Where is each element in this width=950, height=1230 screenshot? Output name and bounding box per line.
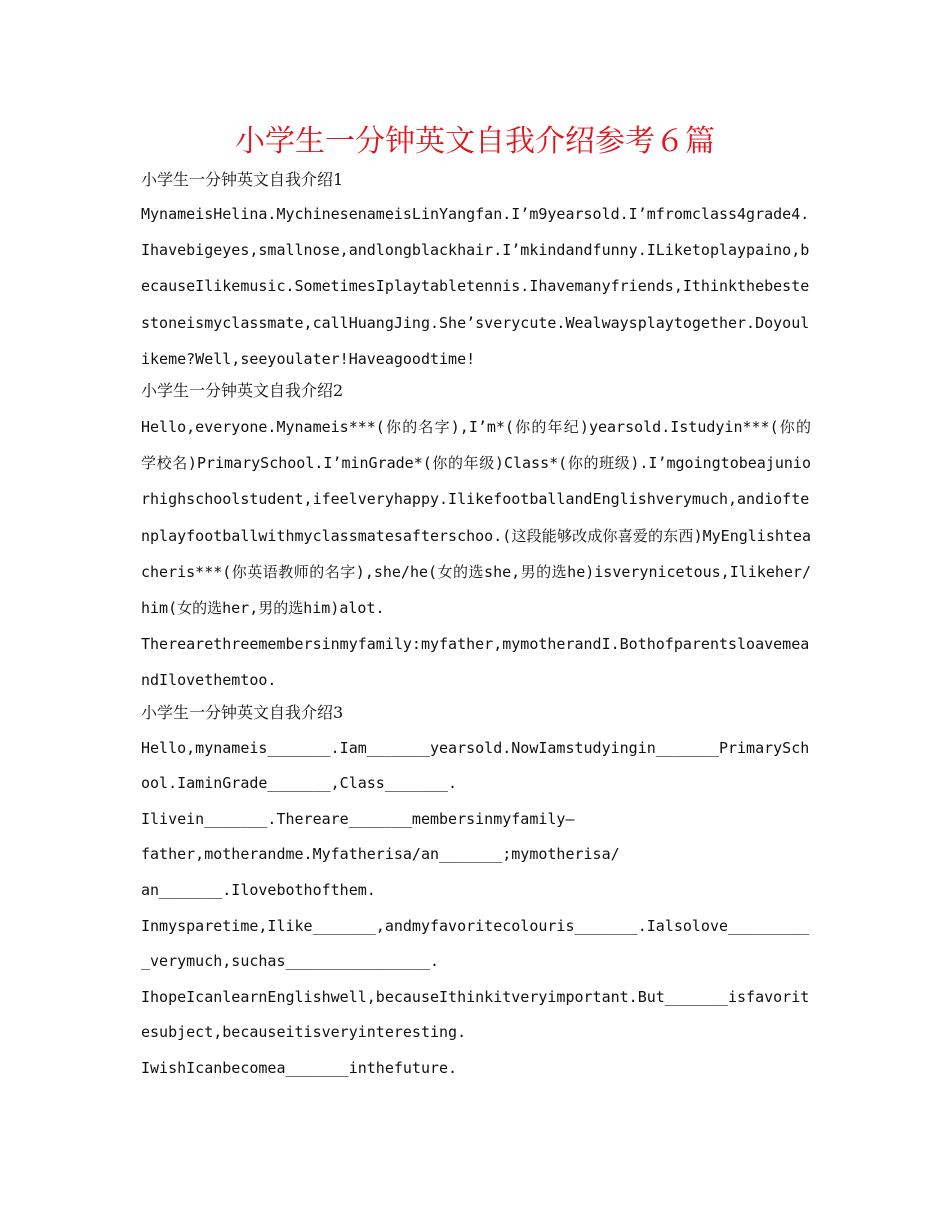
paragraph: Therearethreemembersinmyfamily:myfather,mymotherandI.BothofparentsloavemeandIlovethemtoo. [141, 635, 810, 690]
section-2 [141, 379, 811, 699]
section-3 [141, 701, 811, 1087]
section-heading: 小学生一分钟英文自我介绍2 [141, 381, 344, 401]
section-heading: 小学生一分钟英文自我介绍3 [141, 702, 344, 722]
section-heading: 小学生一分钟英文自我介绍1 [141, 170, 344, 189]
document-body [141, 168, 811, 1087]
paragraph: father,motherandme.Myfatherisa/an_______;mymotherisa/ [141, 845, 620, 864]
document-title: 小学生一分钟英文自我介绍参考６篇 [235, 124, 715, 159]
paragraph: Hello,everyone.Mynameis***(你的名字),I’m*(你的年纪)yearsold.Istudyin***(你的学校名)PrimarySchool.I’minGrade*(你的年级)Class*(你的班级).I’mgoingtobeajuniorhighschoolstudent,ifeelveryhappy.IlikefootballandEnglishverymuch,andioftenplayfootballwithmyclassmatesafterschoo.(这段能够改成你喜爱的东西)MyEnglishteacheris***(你英语教师的名字),she/he(女的选she,男的选he)isverynicetous,Ilikeher/him(女的选her,男的选him)alot. [141, 418, 811, 618]
paragraph: Ilivein_______.Thereare_______membersinmyfamily— [141, 809, 575, 828]
paragraph: Inmysparetime,Ilike_______,andmyfavoritecolouris_______.Ialsolove__________verymuch,suchas________________. [141, 916, 810, 971]
paragraph: an_______.Ilovebothofthem. [141, 881, 376, 900]
paragraph: MynameisHelina.MychinesenameisLinYangfan.I’m9yearsold.I’mfromclass4grade4.Ihavebigeyes,smallnose,andlongblackhair.I’mkindandfunny.ILiketoplaypaino,becauseIlikemusic.SometimesIplaytabletennis.Ihavemanyfriends,Ithinkthebestestoneismyclassmate,callHuangJing.She’sverycute.Wealwaysplaytogether.Doyoulikeme?Well,seeyoulater!Haveagoodtime! [141, 205, 810, 368]
paragraph: IwishIcanbecomea_______inthefuture. [141, 1058, 458, 1077]
paragraph: Hello,mynameis_______.Iam_______yearsold.NowIamstudyingin_______PrimarySchool.IaminGrade_______,Class_______. [141, 738, 810, 793]
paragraph: IhopeIcanlearnEnglishwell,becauseIthinkitveryimportant.But_______isfavoritesubject,becauseitisveryinteresting. [141, 987, 810, 1042]
section-1 [141, 168, 811, 377]
